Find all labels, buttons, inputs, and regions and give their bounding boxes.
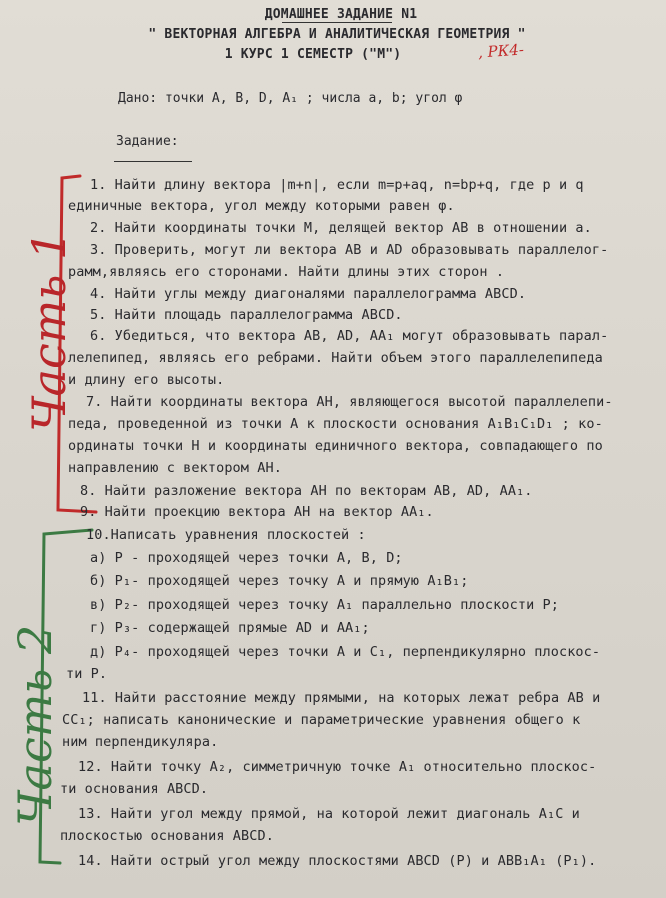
text-line: 1. Найти длину вектора |m+n|, если m=p+aq, n=bp+q, где p и q [90,177,584,193]
text-line: единичные вектора, угол между которыми равен φ. [68,198,455,214]
part2-label: Часть 2 [8,624,62,826]
document-title: ДОМАШНЕЕ ЗАДАНИЕ N1 [264,7,418,22]
text-line: г) P₃- содержащей прямые AD и AA₁; [90,620,370,636]
text-line: ти P. [66,666,108,682]
text-line: и длину его высоты. [68,372,225,388]
handwritten-group-note: , РК4- [477,40,525,62]
text-line: плоскостью основания ABCD. [60,828,274,844]
text-line: 8. Найти разложение вектора AH по векторам AB, AD, AA₁. [80,483,533,499]
text-line: рамм,являясь его сторонами. Найти длины этих сторон . [68,264,505,280]
text-line: педа, проведенной из точки A к плоскости основания A₁B₁C₁D₁ ; ко- [68,416,603,432]
text-line: 7. Найти координаты вектора AH, являющегося высотой параллелепи- [86,394,613,410]
text-line: ти основания ABCD. [60,781,209,797]
text-line: CC₁; написать канонические и параметрические уравнения общего к [62,712,581,728]
text-line: ним перпендикуляра. [62,734,219,750]
task-heading: Задание: [116,134,179,149]
text-line: 14. Найти острый угол между плоскостями ABCD (P) и ABB₁A₁ (P₁). [78,853,597,869]
text-line: а) P - проходящей через точки A, B, D; [90,550,403,566]
text-line: ординаты точки H и координаты единичного вектора, совпадающего по [68,438,603,454]
course-title: " ВЕКТОРНАЯ АЛГЕБРА И АНАЛИТИЧЕСКАЯ ГЕОМЕТРИЯ " [148,27,526,42]
text-line: 4. Найти углы между диагоналями параллелограмма ABCD. [90,286,527,302]
text-line: в) P₂- проходящей через точку A₁ параллельно плоскости P; [90,597,559,613]
text-line: 2. Найти координаты точки M, делящей вектор AB в отношении a. [90,220,592,236]
text-line: 3. Проверить, могут ли вектора AB и AD образовывать параллелог- [90,242,609,258]
text-line: 10.Написать уравнения плоскостей : [86,527,366,543]
text-line: д) P₄- проходящей через точки A и C₁, перпендикулярно плоскос- [90,644,601,660]
text-line: 9. Найти проекцию вектора AH на вектор AA₁. [80,504,434,520]
text-line: 5. Найти площадь параллелограмма ABCD. [90,307,403,323]
text-line: направлению с вектором AH. [68,460,282,476]
course-semester: 1 КУРС 1 СЕМЕСТР ("М") [224,47,402,62]
text-line: 13. Найти угол между прямой, на которой лежит диагональ A₁C и [78,806,580,822]
text-line: 6. Убедиться, что вектора AB, AD, AA₁ могут образовывать парал- [90,328,609,344]
text-line: 12. Найти точку A₂, симметричную точке A₁ относительно плоскос- [78,759,597,775]
text-line: б) P₁- проходящей через точку A и прямую A₁B₁; [90,573,469,589]
text-line: 11. Найти расстояние между прямыми, на которых лежат ребра AB и [82,690,601,706]
text-line: лелепипед, являясь его ребрами. Найти объем этого параллелепипеда [68,350,603,366]
part1-label: Часть 1 [22,230,76,432]
given-data: Дано: точки A, B, D, A₁ ; числа a, b; угол φ [118,91,463,106]
